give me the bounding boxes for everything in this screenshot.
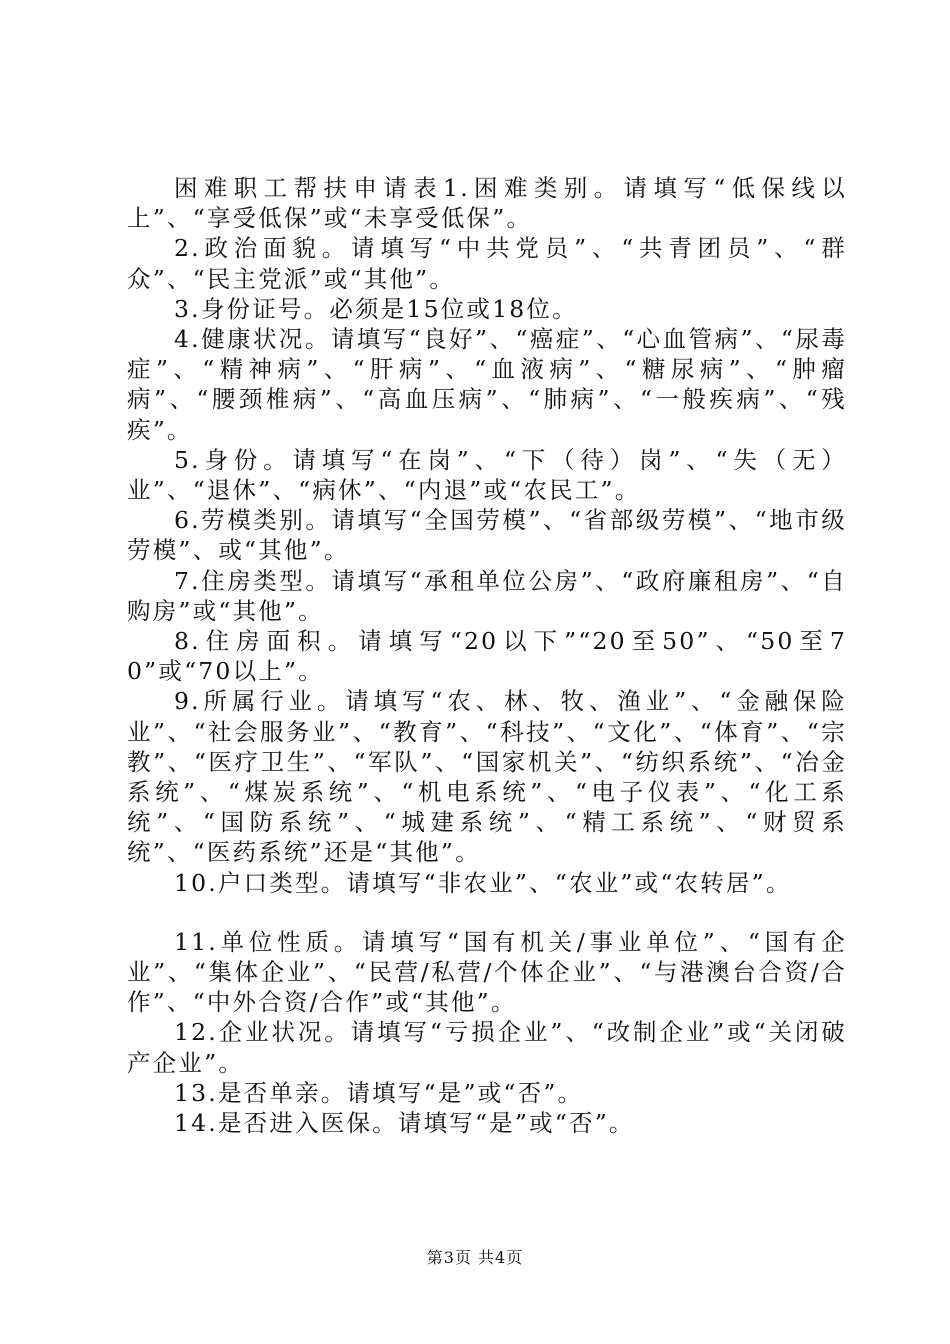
paragraph-4: 4.健康状况。请填写“良好”、“癌症”、“心血管病”、“尿毒症”、“精神病”、“肝病”、“血液病”、“糖尿病”、“肿瘤病”、“腰颈椎病”、“高血压病”、“肺病”、“一般疾病”、“残疾”。	[127, 325, 847, 444]
paragraph-9: 9.所属行业。请填写“农、林、牧、渔业”、“金融保险业”、“社会服务业”、“教育”、“科技”、“文化”、“体育”、“宗教”、“医疗卫生”、“军队”、“国家机关”、“纺织系统”、“冶金系统”、“煤炭系统”、“机电系统”、“电子仪表”、“化工系统”、“国防系统”、“城建系统”、“精工系统”、“财贸系统”、“医药系统”还是“其他”。	[127, 687, 847, 867]
paragraph-14: 14.是否进入医保。请填写“是”或“否”。	[174, 1109, 635, 1138]
paragraph-6: 6.劳模类别。请填写“全国劳模”、“省部级劳模”、“地市级劳模”、或“其他”。	[127, 506, 847, 565]
paragraph-5: 5.身份。请填写“在岗”、“下（待）岗”、“失（无）业”、“退休”、“病休”、“内退”或“农民工”。	[127, 445, 847, 505]
paragraph-1: 困难职工帮扶申请表1.困难类别。请填写“低保线以上”、“享受低保”或“未享受低保”。	[127, 174, 847, 233]
paragraph-11: 11.单位性质。请填写“国有机关/事业单位”、“国有企业”、“集体企业”、“民营/私营/个体企业”、“与港澳台合资/合作”、“中外合资/合作”或“其他”。	[127, 927, 847, 1017]
document-body	[127, 173, 847, 1138]
paragraph-7: 7.住房类型。请填写“承租单位公房”、“政府廉租房”、“自购房”或“其他”。	[127, 566, 847, 625]
paragraph-12: 12.企业状况。请填写“亏损企业”、“改制企业”或“关闭破产企业”。	[127, 1018, 847, 1077]
page-footer: 第3页 共4页	[426, 1248, 524, 1267]
paragraph-8: 8.住房面积。请填写“20以下”“20至50”、“50至70”或“70以上”。	[127, 627, 847, 686]
paragraph-10: 10.户口类型。请填写“非农业”、“农业”或“农转居”。	[174, 868, 792, 897]
paragraph-3: 3.身份证号。必须是15位或18位。	[174, 294, 578, 323]
paragraph-2: 2.政治面貌。请填写“中共党员”、“共青团员”、“群众”、“民主党派”或“其他”。	[127, 234, 847, 293]
paragraph-13: 13.是否单亲。请填写“是”或“否”。	[174, 1078, 584, 1107]
paragraph-spacer	[127, 898, 847, 927]
